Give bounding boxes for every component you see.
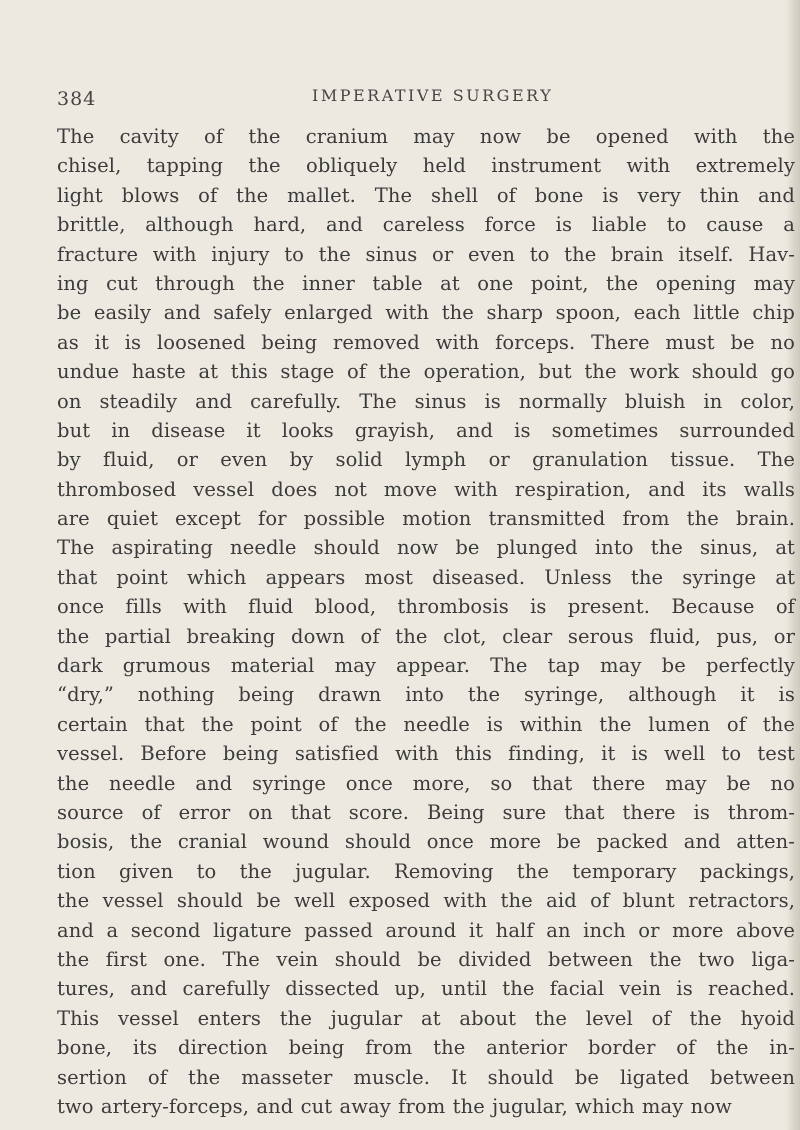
page-header [57, 84, 757, 114]
text-line: bosis, the cranial wound should once more be packed and atten- [57, 830, 795, 854]
text-line: source of error on that score. Being sure that there is throm- [57, 800, 795, 824]
page-number: 384 [57, 88, 97, 110]
text-line: the needle and syringe once more, so that there may be no [57, 771, 795, 795]
running-head: IMPERATIVE SURGERY [312, 86, 554, 105]
text-line: certain that the point of the needle is within the lumen of the [57, 712, 795, 736]
text-line: the first one. The vein should be divided between the two liga- [57, 947, 795, 971]
text-line: tion given to the jugular. Removing the temporary packings, [57, 859, 795, 883]
text-line: brittle, although hard, and careless force is liable to cause a [57, 213, 795, 237]
text-line: that point which appears most diseased. Unless the syringe at [57, 565, 795, 589]
text-line: the vessel should be well exposed with the aid of blunt retractors, [57, 889, 795, 913]
text-line: as it is loosened being removed with forceps. There must be no [57, 330, 795, 354]
text-line: bone, its direction being from the anterior border of the in- [57, 1036, 795, 1060]
text-line: the partial breaking down of the clot, clear serous fluid, pus, or [57, 624, 795, 648]
text-line: and a second ligature passed around it half an inch or more above [57, 918, 795, 942]
text-line: be easily and safely enlarged with the sharp spoon, each little chip [57, 301, 795, 325]
text-line: The cavity of the cranium may now be opened with the [57, 125, 795, 148]
text-line: thrombosed vessel does not move with respiration, and its walls [57, 477, 795, 501]
text-line: This vessel enters the jugular at about the level of the hyoid [57, 1006, 795, 1030]
text-line: but in disease it looks grayish, and is sometimes surrounded [57, 418, 795, 442]
text-line: The aspirating needle should now be plunged into the sinus, at [57, 536, 795, 560]
text-line: two artery-forceps, and cut away from the jugular, which may now [57, 1094, 732, 1118]
text-line: chisel, tapping the obliquely held instrument with extremely [57, 154, 795, 178]
body-text [57, 122, 795, 1121]
text-line: by fluid, or even by solid lymph or granulation tissue. The [57, 448, 795, 472]
text-line: sertion of the masseter muscle. It should be ligated between [57, 1065, 795, 1089]
text-line: tures, and carefully dissected up, until the facial vein is reached. [57, 977, 795, 1001]
text-line: undue haste at this stage of the operation, but the work should go [57, 360, 795, 384]
text-line: ing cut through the inner table at one point, the opening may [57, 271, 795, 295]
text-line: dark grumous material may appear. The tap may be perfectly [57, 654, 795, 678]
text-line: vessel. Before being satisfied with this finding, it is well to test [57, 742, 795, 766]
text-line: fracture with injury to the sinus or even to the brain itself. Hav- [57, 242, 795, 266]
text-line: once fills with fluid blood, thrombosis is present. Because of [57, 595, 795, 619]
text-line: on steadily and carefully. The sinus is normally bluish in color, [57, 389, 795, 413]
text-line: are quiet except for possible motion transmitted from the brain. [57, 507, 795, 531]
text-line: “dry,” nothing being drawn into the syringe, although it is [57, 683, 795, 707]
text-line: light blows of the mallet. The shell of bone is very thin and [57, 183, 795, 207]
